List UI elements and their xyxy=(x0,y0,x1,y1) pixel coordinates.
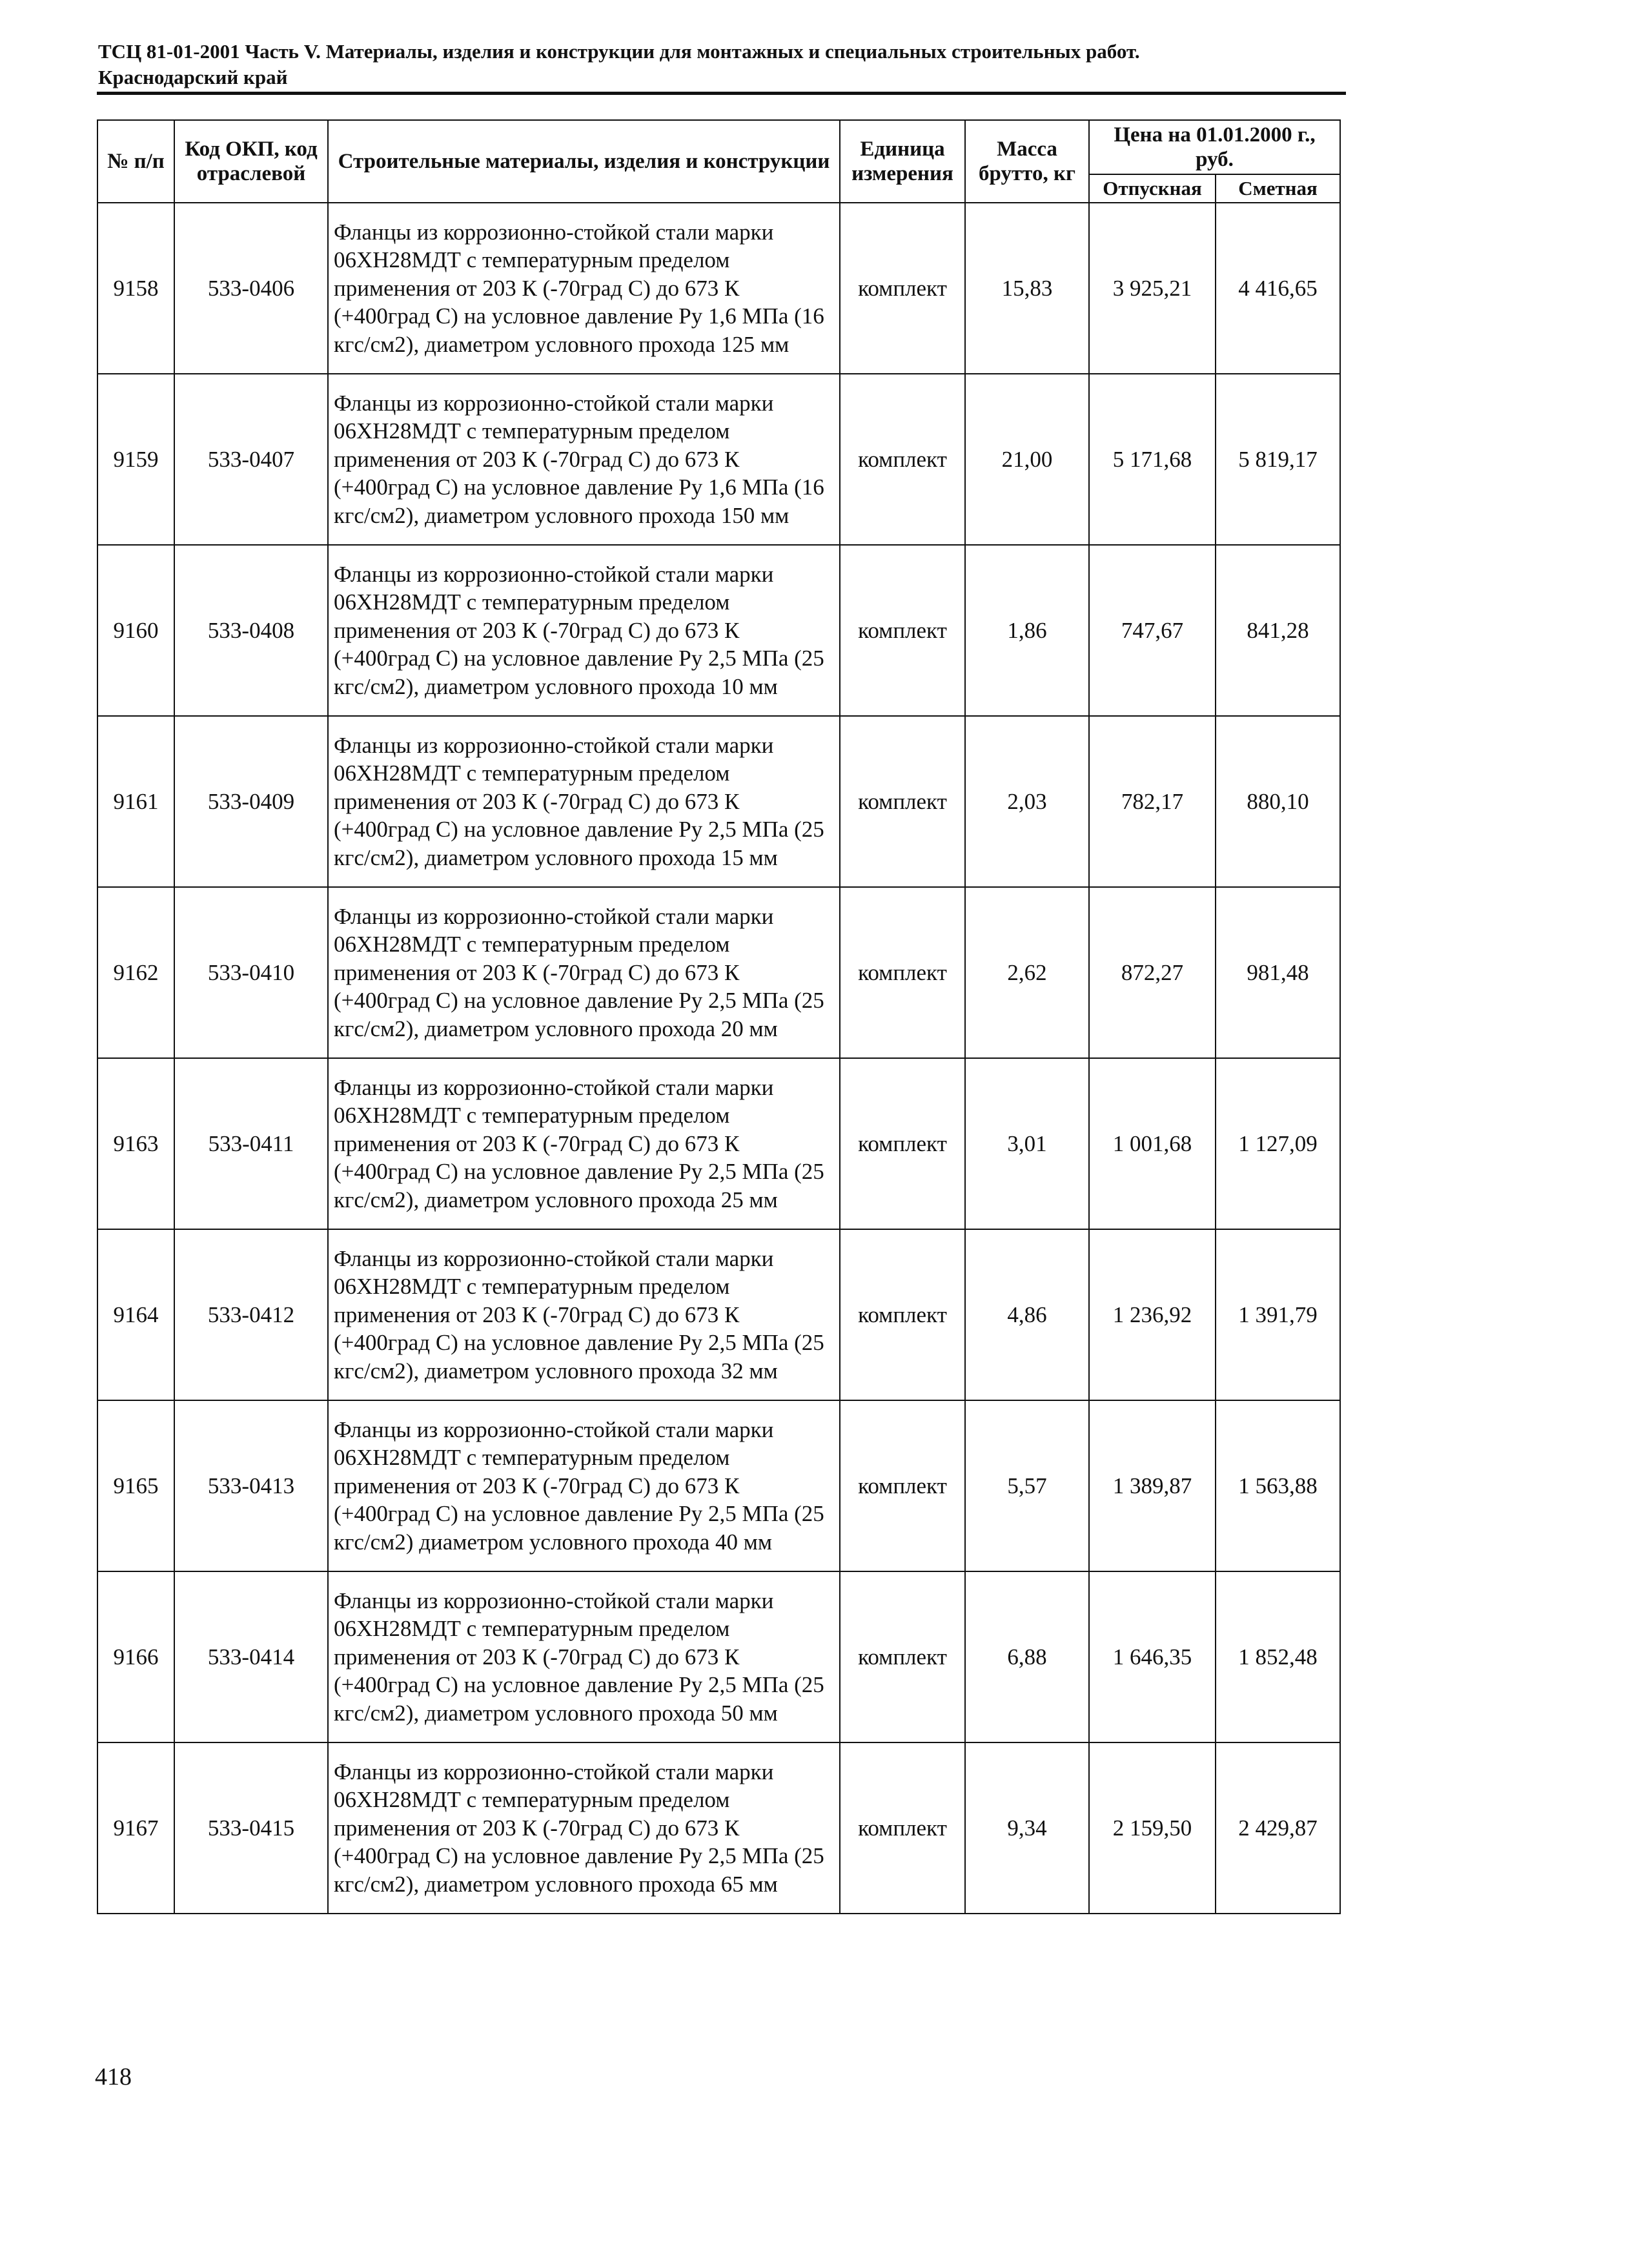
cell-num: 9167 xyxy=(97,1742,174,1914)
cell-release-price: 3 925,21 xyxy=(1089,203,1216,374)
cell-code: 533-0410 xyxy=(174,887,328,1058)
cell-unit: комплект xyxy=(840,545,965,716)
cell-num: 9165 xyxy=(97,1400,174,1571)
cell-code: 533-0413 xyxy=(174,1400,328,1571)
cell-release-price: 2 159,50 xyxy=(1089,1742,1216,1914)
cell-unit: комплект xyxy=(840,1058,965,1229)
column-header-unit: Единица измерения xyxy=(840,120,965,203)
table-row xyxy=(97,203,1340,374)
cell-mass: 1,86 xyxy=(965,545,1089,716)
cell-num: 9161 xyxy=(97,716,174,887)
column-header-materials: Строительные материалы, изделия и конструкции xyxy=(328,120,840,203)
cell-estimate-price: 880,10 xyxy=(1216,716,1340,887)
document-header xyxy=(98,39,1341,90)
cell-mass: 2,03 xyxy=(965,716,1089,887)
cell-description: Фланцы из коррозионно-стойкой стали марки 06ХН28МДТ с температурным пределом применения от 203 К (-70град С) до 673 К (+400град С) на условное давление Ру 2,5 МПа (25 кгс/см2), диаметром условного прохода 25 мм xyxy=(328,1058,840,1229)
cell-unit: комплект xyxy=(840,374,965,545)
cell-unit: комплект xyxy=(840,1400,965,1571)
column-header-release-price: Отпускная xyxy=(1089,174,1216,203)
cell-description: Фланцы из коррозионно-стойкой стали марки 06ХН28МДТ с температурным пределом применения от 203 К (-70град С) до 673 К (+400град С) на условное давление Ру 2,5 МПа (25 кгс/см2), диаметром условного прохода 20 мм xyxy=(328,887,840,1058)
cell-description: Фланцы из коррозионно-стойкой стали марки 06ХН28МДТ с температурным пределом применения от 203 К (-70град С) до 673 К (+400град С) на условное давление Ру 2,5 МПа (25 кгс/см2), диаметром условного прохода 50 мм xyxy=(328,1571,840,1742)
column-header-price: Цена на 01.01.2000 г., руб. xyxy=(1089,120,1340,174)
cell-description: Фланцы из коррозионно-стойкой стали марки 06ХН28МДТ с температурным пределом применения от 203 К (-70град С) до 673 К (+400град С) на условное давление Ру 1,6 МПа (16 кгс/см2), диаметром условного прохода 150 мм xyxy=(328,374,840,545)
cell-code: 533-0406 xyxy=(174,203,328,374)
cell-code: 533-0409 xyxy=(174,716,328,887)
cell-estimate-price: 981,48 xyxy=(1216,887,1340,1058)
table-row xyxy=(97,1400,1340,1571)
cell-num: 9160 xyxy=(97,545,174,716)
cell-code: 533-0411 xyxy=(174,1058,328,1229)
cell-estimate-price: 1 391,79 xyxy=(1216,1229,1340,1400)
cell-mass: 21,00 xyxy=(965,374,1089,545)
table-header xyxy=(97,120,1340,203)
column-header-code: Код ОКП, код отраслевой xyxy=(174,120,328,203)
column-header-mass: Масса брутто, кг xyxy=(965,120,1089,203)
cell-estimate-price: 4 416,65 xyxy=(1216,203,1340,374)
cell-description: Фланцы из коррозионно-стойкой стали марки 06ХН28МДТ с температурным пределом применения от 203 К (-70град С) до 673 К (+400град С) на условное давление Ру 2,5 МПа (25 кгс/см2), диаметром условного прохода 15 мм xyxy=(328,716,840,887)
cell-unit: комплект xyxy=(840,1229,965,1400)
cell-description: Фланцы из коррозионно-стойкой стали марки 06ХН28МДТ с температурным пределом применения от 203 К (-70град С) до 673 К (+400град С) на условное давление Ру 2,5 МПа (25 кгс/см2), диаметром условного прохода 32 мм xyxy=(328,1229,840,1400)
table-row xyxy=(97,1571,1340,1742)
cell-release-price: 1 001,68 xyxy=(1089,1058,1216,1229)
cell-release-price: 1 236,92 xyxy=(1089,1229,1216,1400)
cell-release-price: 1 646,35 xyxy=(1089,1571,1216,1742)
cell-code: 533-0408 xyxy=(174,545,328,716)
cell-estimate-price: 841,28 xyxy=(1216,545,1340,716)
table-row xyxy=(97,716,1340,887)
cell-unit: комплект xyxy=(840,887,965,1058)
cell-estimate-price: 2 429,87 xyxy=(1216,1742,1340,1914)
column-header-num: № п/п xyxy=(97,120,174,203)
cell-num: 9164 xyxy=(97,1229,174,1400)
cell-estimate-price: 1 127,09 xyxy=(1216,1058,1340,1229)
cell-estimate-price: 5 819,17 xyxy=(1216,374,1340,545)
cell-mass: 3,01 xyxy=(965,1058,1089,1229)
cell-estimate-price: 1 852,48 xyxy=(1216,1571,1340,1742)
header-region: Краснодарский край xyxy=(98,66,288,88)
cell-num: 9158 xyxy=(97,203,174,374)
cell-unit: комплект xyxy=(840,203,965,374)
cell-code: 533-0415 xyxy=(174,1742,328,1914)
cell-mass: 15,83 xyxy=(965,203,1089,374)
cell-description: Фланцы из коррозионно-стойкой стали марки 06ХН28МДТ с температурным пределом применения от 203 К (-70град С) до 673 К (+400град С) на условное давление Ру 2,5 МПа (25 кгс/см2), диаметром условного прохода 65 мм xyxy=(328,1742,840,1914)
cell-release-price: 5 171,68 xyxy=(1089,374,1216,545)
cell-mass: 2,62 xyxy=(965,887,1089,1058)
cell-description: Фланцы из коррозионно-стойкой стали марки 06ХН28МДТ с температурным пределом применения от 203 К (-70град С) до 673 К (+400град С) на условное давление Ру 2,5 МПа (25 кгс/см2) диаметром условного прохода 40 мм xyxy=(328,1400,840,1571)
column-header-estimate-price: Сметная xyxy=(1216,174,1340,203)
cell-unit: комплект xyxy=(840,1742,965,1914)
cell-unit: комплект xyxy=(840,716,965,887)
cell-description: Фланцы из коррозионно-стойкой стали марки 06ХН28МДТ с температурным пределом применения от 203 К (-70град С) до 673 К (+400град С) на условное давление Ру 2,5 МПа (25 кгс/см2), диаметром условного прохода 10 мм xyxy=(328,545,840,716)
cell-num: 9159 xyxy=(97,374,174,545)
cell-code: 533-0407 xyxy=(174,374,328,545)
page-number: 418 xyxy=(95,2063,132,2090)
table-row xyxy=(97,1742,1340,1914)
table-body xyxy=(97,203,1340,1914)
cell-description: Фланцы из коррозионно-стойкой стали марки 06ХН28МДТ с температурным пределом применения от 203 К (-70град С) до 673 К (+400град С) на условное давление Ру 1,6 МПа (16 кгс/см2), диаметром условного прохода 125 мм xyxy=(328,203,840,374)
cell-mass: 6,88 xyxy=(965,1571,1089,1742)
price-table xyxy=(97,119,1341,1914)
header-title: ТСЦ 81-01-2001 Часть V. Материалы, изделия и конструкции для монтажных и специальных строительных работ. xyxy=(98,40,1140,63)
header-divider xyxy=(97,92,1346,95)
table-row xyxy=(97,545,1340,716)
cell-mass: 4,86 xyxy=(965,1229,1089,1400)
cell-release-price: 747,67 xyxy=(1089,545,1216,716)
cell-num: 9166 xyxy=(97,1571,174,1742)
cell-unit: комплект xyxy=(840,1571,965,1742)
cell-num: 9162 xyxy=(97,887,174,1058)
table-row xyxy=(97,374,1340,545)
cell-estimate-price: 1 563,88 xyxy=(1216,1400,1340,1571)
table-row xyxy=(97,1229,1340,1400)
cell-code: 533-0414 xyxy=(174,1571,328,1742)
cell-release-price: 782,17 xyxy=(1089,716,1216,887)
table-row xyxy=(97,1058,1340,1229)
cell-release-price: 1 389,87 xyxy=(1089,1400,1216,1571)
table-row xyxy=(97,887,1340,1058)
cell-mass: 5,57 xyxy=(965,1400,1089,1571)
cell-code: 533-0412 xyxy=(174,1229,328,1400)
cell-num: 9163 xyxy=(97,1058,174,1229)
cell-mass: 9,34 xyxy=(965,1742,1089,1914)
cell-release-price: 872,27 xyxy=(1089,887,1216,1058)
